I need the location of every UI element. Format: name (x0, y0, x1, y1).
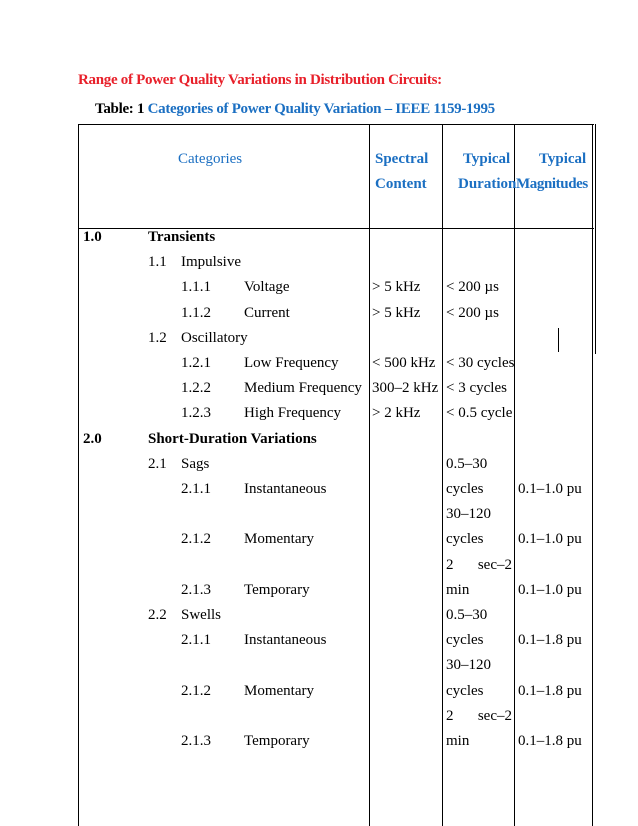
table-caption-prefix: Table: 1 (95, 101, 148, 117)
row-duration: 0.5–30 (446, 456, 488, 472)
row-label: Temporary (244, 733, 310, 749)
header-duration-line1: Typical (463, 151, 511, 167)
row-number: 2.1.1 (181, 481, 211, 497)
section-heading: Range of Power Quality Variations in Distribution Circuits: (78, 72, 442, 88)
row-label: Instantaneous (244, 481, 327, 497)
row-spectral-content: > 2 kHz (372, 405, 421, 421)
header-magnitude-line1: Typical (539, 151, 587, 167)
row-number: 1.2.3 (181, 405, 211, 421)
row-number: 1.1.2 (181, 305, 211, 321)
row-number: 2.1.3 (181, 582, 211, 598)
row-duration: cycles (446, 632, 484, 648)
row-magnitude: 0.1–1.0 pu (518, 582, 582, 598)
header-spectral-line1: Spectral (375, 151, 429, 167)
row-magnitude: 0.1–1.0 pu (518, 481, 582, 497)
row-duration: 2 sec–2 (446, 708, 512, 724)
row-label: Voltage (244, 279, 290, 295)
row-spectral-content: < 500 kHz (372, 355, 436, 371)
row-duration: 2 sec–2 (446, 557, 512, 573)
row-number: 1.1 (148, 254, 167, 270)
row-duration: 30–120 (446, 657, 491, 673)
table-caption-title: Categories of Power Quality Variation – IEEE 1159-1995 (147, 101, 495, 117)
row-magnitude: 0.1–1.8 pu (518, 683, 582, 699)
row-label: Momentary (244, 683, 314, 699)
row-number: 2.1 (148, 456, 167, 472)
row-magnitude: 0.1–1.8 pu (518, 632, 582, 648)
row-duration: < 0.5 cycle (446, 405, 513, 421)
row-duration: < 3 cycles (446, 380, 507, 396)
row-duration: 30–120 (446, 506, 491, 522)
row-duration: 0.5–30 (446, 607, 488, 623)
row-spectral-content: 300–2 kHz (372, 380, 439, 396)
row-spectral-content: > 5 kHz (372, 305, 421, 321)
row-label: Low Frequency (244, 355, 339, 371)
row-duration: cycles (446, 481, 484, 497)
header-spectral-line2: Content (375, 176, 427, 192)
row-duration: < 30 cycles (446, 355, 515, 371)
row-number: 1.2.1 (181, 355, 211, 371)
row-label: Oscillatory (181, 330, 248, 346)
row-magnitude: 0.1–1.8 pu (518, 733, 582, 749)
header-magnitude-line2: Magnitudes (516, 176, 588, 192)
row-label: Impulsive (181, 254, 241, 270)
table-caption (95, 101, 495, 118)
header-duration-line2: Duration (458, 176, 517, 192)
row-duration: min (446, 733, 470, 749)
row-label: Short-Duration Variations (148, 431, 317, 447)
row-duration: cycles (446, 531, 484, 547)
row-number: 2.1.1 (181, 632, 211, 648)
row-magnitude: 0.1–1.0 pu (518, 531, 582, 547)
row-number: 1.0 (83, 229, 102, 245)
row-number: 1.2 (148, 330, 167, 346)
row-spectral-content: > 5 kHz (372, 279, 421, 295)
row-number: 1.2.2 (181, 380, 211, 396)
row-label: Medium Frequency (244, 380, 362, 396)
row-duration: < 200 µs (446, 279, 499, 295)
row-label: Momentary (244, 531, 314, 547)
row-label: Sags (181, 456, 210, 472)
row-label: High Frequency (244, 405, 342, 421)
row-duration: min (446, 582, 470, 598)
row-number: 1.1.1 (181, 279, 211, 295)
row-duration: < 200 µs (446, 305, 499, 321)
row-number: 2.2 (148, 607, 167, 623)
row-number: 2.1.2 (181, 531, 211, 547)
row-label: Temporary (244, 582, 310, 598)
row-number: 2.0 (83, 431, 102, 447)
row-label: Current (244, 305, 290, 321)
row-duration: cycles (446, 683, 484, 699)
row-label: Swells (181, 607, 222, 623)
row-label: Transients (148, 229, 216, 245)
header-categories: Categories (178, 151, 243, 167)
row-number: 2.1.3 (181, 733, 211, 749)
row-number: 2.1.2 (181, 683, 211, 699)
row-label: Instantaneous (244, 632, 327, 648)
